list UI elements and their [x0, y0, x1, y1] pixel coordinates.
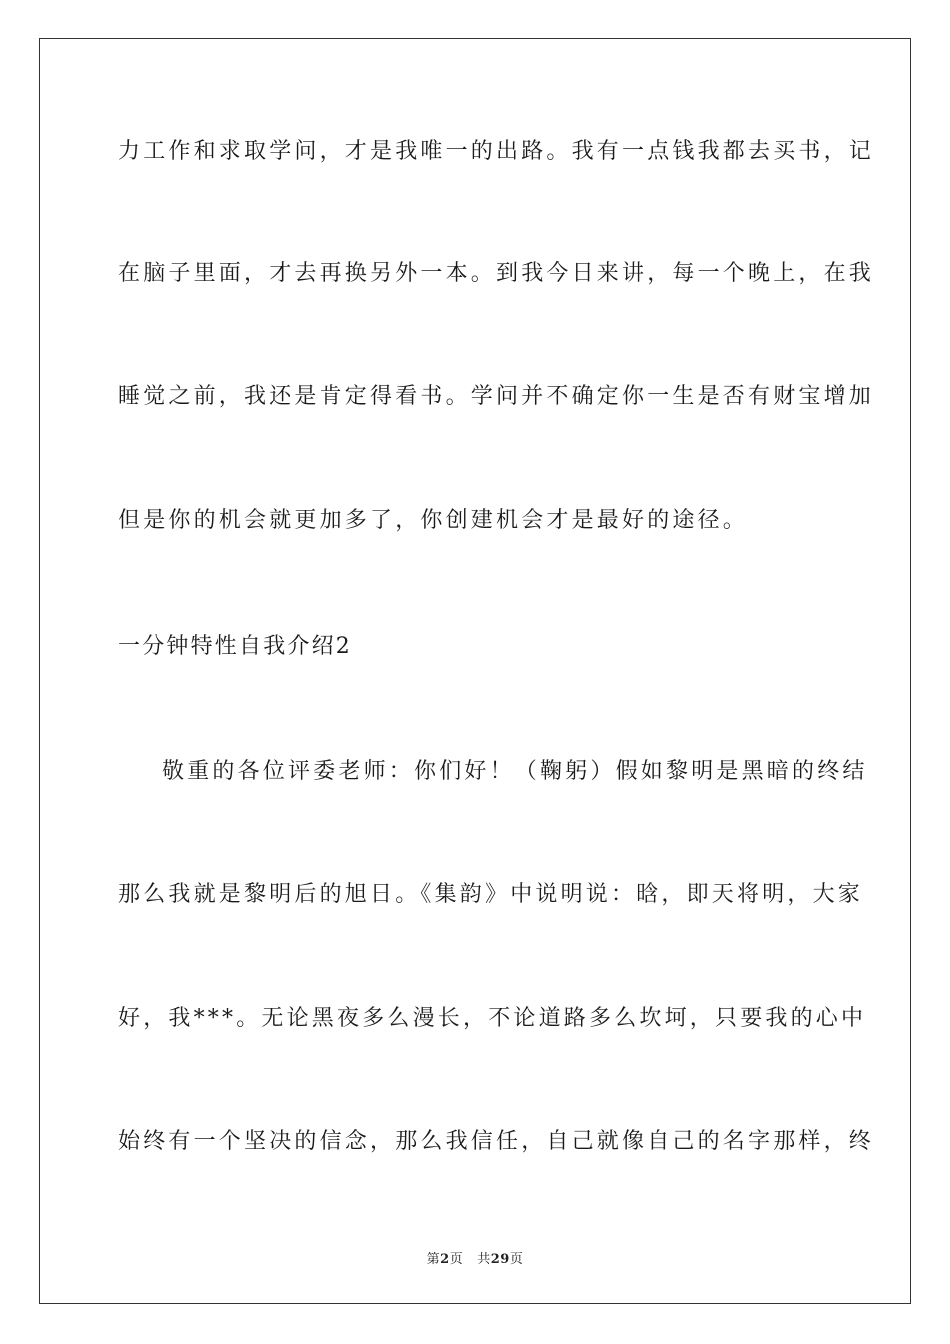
paragraph2-line-3: 好，我***。无论黑夜多么漫长，不论道路多么坎坷，只要我的心中 — [118, 1006, 867, 1031]
page-footer — [0, 1248, 950, 1267]
footer-page-suffix: 页 — [449, 1252, 464, 1267]
footer-total-suffix: 页 — [509, 1252, 524, 1267]
body-line-1: 力工作和求取学问，才是我唯一的出路。我有一点钱我都去买书，记 — [118, 139, 875, 164]
body-line-3: 睡觉之前，我还是肯定得看书。学问并不确定你一生是否有财宝增加 — [118, 384, 875, 409]
page-border — [39, 38, 911, 1304]
paragraph2-line-1: 敬重的各位评委老师：你们好！（鞠躬）假如黎明是黑暗的终结 — [162, 759, 868, 784]
footer-page-number: 2 — [440, 1252, 450, 1267]
paragraph2-line-2: 那么我就是黎明后的旭日。《集韵》中说明说：晗，即天将明，大家 — [118, 882, 864, 907]
footer-total-prefix: 共 — [477, 1252, 491, 1267]
body-line-2: 在脑子里面，才去再换另外一本。到我今日来讲，每一个晚上，在我 — [118, 261, 875, 286]
footer-page-prefix: 第 — [426, 1252, 441, 1267]
section-heading: 一分钟特性自我介绍2 — [118, 634, 352, 659]
paragraph2-line-4: 始终有一个坚决的信念，那么我信任，自己就像自己的名字那样，终 — [118, 1129, 875, 1154]
footer-total-pages: 29 — [490, 1252, 510, 1267]
body-line-4: 但是你的机会就更加多了，你创建机会才是最好的途径。 — [118, 508, 749, 533]
